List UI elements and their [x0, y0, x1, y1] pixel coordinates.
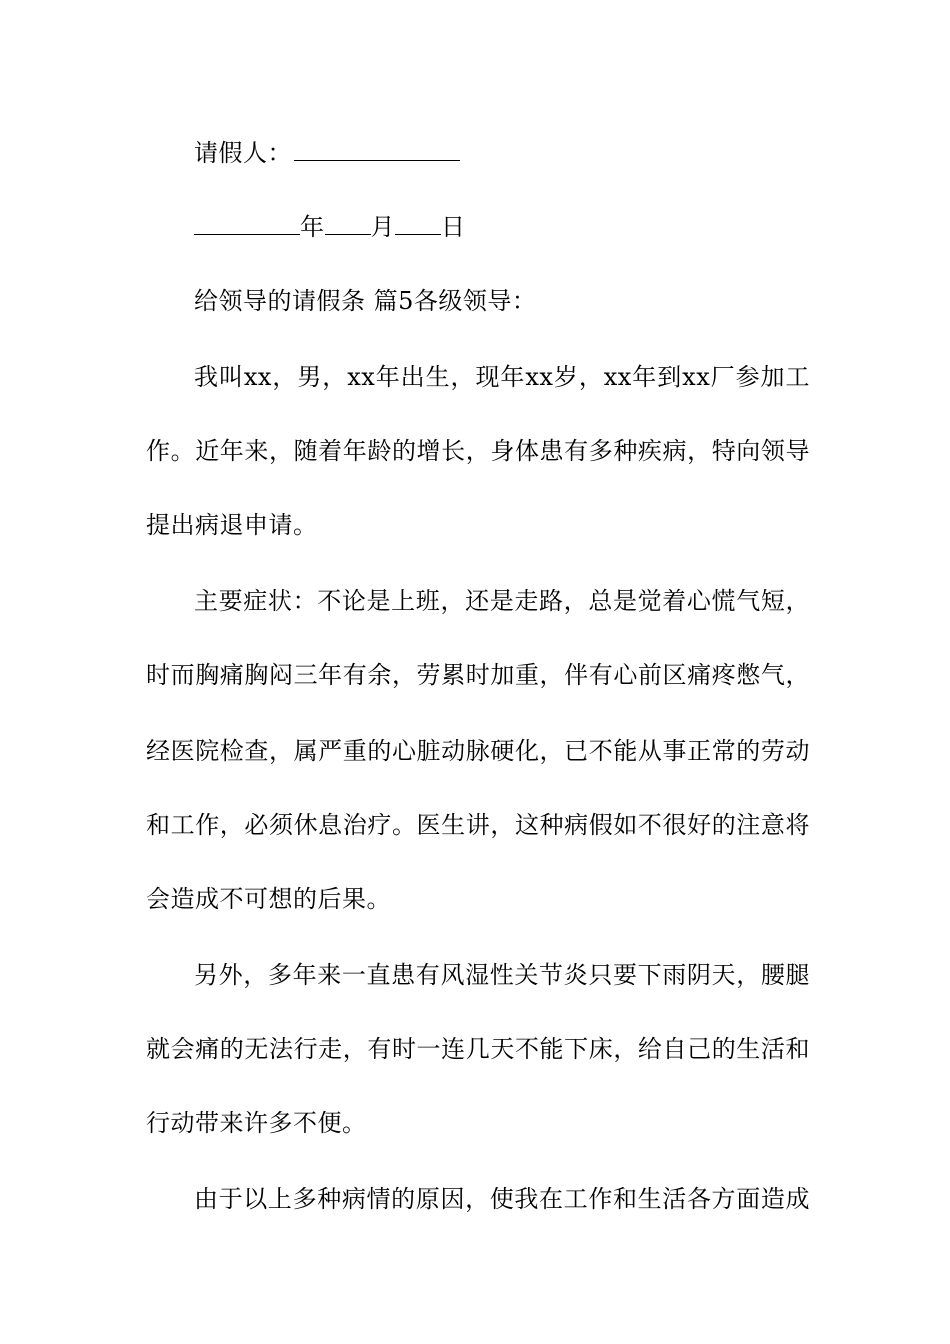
applicant-signature-line: [194, 138, 858, 168]
paragraph-line: 和工作，必须休息治疗。医生讲，这种病假如不很好的注意将: [146, 811, 810, 839]
day-label: 日: [441, 213, 466, 241]
paragraph-line: 作。近年来，随着年龄的增长，身体患有多种疾病，特向领导: [146, 437, 810, 465]
paragraph-line: 由于以上多种病情的原因，使我在工作和生活各方面造成: [194, 1185, 810, 1213]
paragraph-line: 另外，多年来一直患有风湿性关节炎只要下雨阴天，腰腿: [194, 961, 810, 989]
applicant-label: 请假人：: [194, 139, 292, 167]
date-line: [194, 212, 858, 242]
year-label: 年: [300, 213, 325, 241]
year-blank: [194, 212, 300, 235]
paragraph-line: 行动带来许多不便。: [146, 1109, 367, 1137]
paragraph-line: 主要症状：不论是上班，还是走路，总是觉着心慌气短，: [194, 587, 810, 615]
paragraph-line: 就会痛的无法行走，有时一连几天不能下床，给自己的生活和: [146, 1035, 810, 1063]
paragraph-line: 时而胸痛胸闷三年有余，劳累时加重，伴有心前区痛疼憋气，: [146, 661, 810, 689]
day-blank: [395, 212, 441, 235]
month-label: 月: [370, 213, 395, 241]
paragraph-line: 我叫xx，男，xx年出生，现年xx岁，xx年到xx厂参加工: [194, 363, 810, 391]
paragraph-line: 会造成不可想的后果。: [146, 885, 391, 913]
month-blank: [325, 212, 371, 235]
paragraph-line: 经医院检查，属严重的心脏动脉硬化，已不能从事正常的劳动: [146, 737, 810, 765]
paragraph-line: 提出病退申请。: [146, 511, 318, 539]
letter-heading: 给领导的请假条 篇5各级领导：: [194, 287, 537, 315]
applicant-name-blank: [294, 138, 460, 161]
